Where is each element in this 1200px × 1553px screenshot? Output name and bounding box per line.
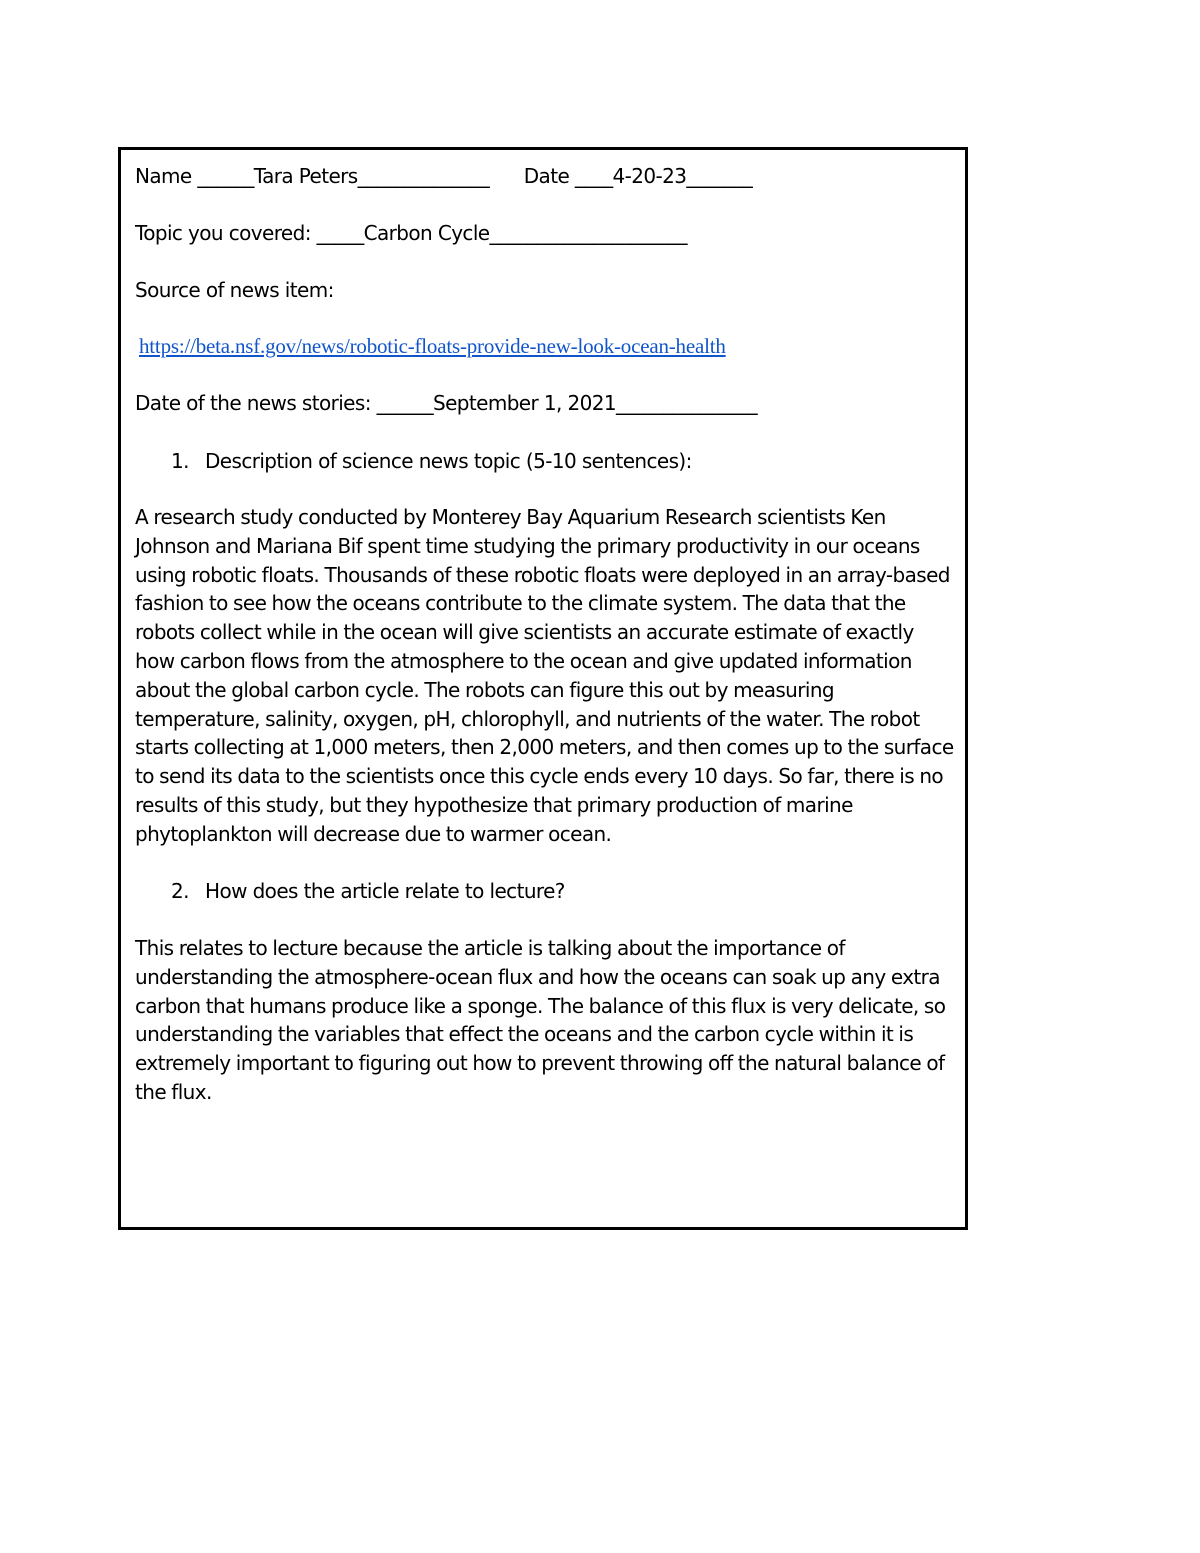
question-1-answer: A research study conducted by Monterey Bay Aquarium Research scientists Ken Johnson and Mariana Bif spent time studying the primary productivity in our oceans using robotic floats. Thousands of these robotic floats were deployed in an array-based fashion to see how the oceans contribute to the climate system. The data that the robots collect while in the ocean will give scientists an accurate estimate of exactly how carbon flows from the atmosphere to the ocean and give updated information about the global carbon cycle. The robots can figure this out by measuring temperature, salinity, oxygen, pH, chlorophyll, and nutrients of the water. The robot starts collecting at 1,000 meters, then 2,000 meters, and then comes up to the surface to send its data to the scientists once this cycle ends every 10 days. So far, there is no results of this study, but they hypothesize that primary production of marine phytoplankton will decrease due to warmer ocean. bbox=[135, 505, 954, 846]
source-label: Source of news item: bbox=[135, 278, 334, 302]
news-date-line: Date of the news stories: ______September 1, 2021_______________ bbox=[135, 391, 758, 415]
question-1-prompt bbox=[171, 447, 692, 476]
source-link[interactable]: https://beta.nsf.gov/news/robotic-floats-provide-new-look-ocean-health bbox=[139, 334, 726, 358]
question-2-prompt bbox=[171, 877, 565, 906]
question-2-text: How does the article relate to lecture? bbox=[205, 879, 565, 903]
topic-line: Topic you covered: _____Carbon Cycle_____________________ bbox=[135, 221, 687, 245]
question-2-answer: This relates to lecture because the article is talking about the importance of understanding the atmosphere-ocean flux and how the oceans can soak up any extra carbon that humans produce like a sponge. The balance of this flux is very delicate, so understanding the variables that effect the oceans and the carbon cycle within it is extremely important to figuring out how to prevent throwing off the natural balance of the flux. bbox=[135, 936, 946, 1104]
name-date-line: Name ______Tara Peters______________ Date ____4-20-23_______ bbox=[135, 164, 753, 188]
question-2-number: 2. bbox=[171, 879, 189, 903]
question-1-number: 1. bbox=[171, 449, 189, 473]
worksheet-border bbox=[118, 147, 968, 1230]
question-1-text: Description of science news topic (5-10 sentences): bbox=[205, 449, 692, 473]
